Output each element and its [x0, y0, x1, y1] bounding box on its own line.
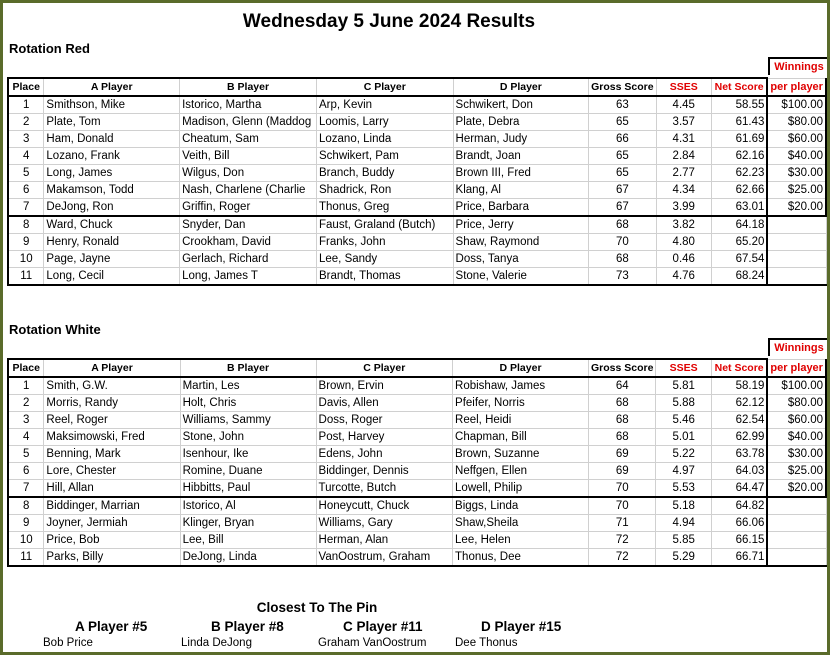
cell-c: Doss, Roger [316, 412, 453, 429]
cell-sses: 5.53 [656, 480, 711, 498]
cell-win: $30.00 [767, 446, 826, 463]
cell-c: Shadrick, Ron [317, 182, 454, 199]
cell-gross: 70 [589, 234, 656, 251]
cell-gross: 70 [589, 497, 656, 515]
cell-a: Maksimowski, Fred [44, 429, 180, 446]
cell-a: Benning, Mark [44, 446, 180, 463]
ctp-name-d: Dee Thonus [455, 637, 518, 649]
table-row [8, 182, 826, 199]
cell-a: Long, James [44, 165, 180, 182]
header-place: Place [8, 359, 44, 377]
cell-win [767, 234, 826, 251]
cell-b: Snyder, Dan [180, 216, 317, 234]
cell-net: 63.01 [711, 199, 767, 217]
table-row [8, 515, 826, 532]
cell-sses: 2.84 [656, 148, 711, 165]
cell-b: Hibbitts, Paul [180, 480, 316, 498]
table-row [8, 395, 826, 412]
cell-sses: 2.77 [656, 165, 711, 182]
cell-win: $30.00 [767, 165, 826, 182]
cell-place: 10 [8, 532, 44, 549]
ctp-name-b: Linda DeJong [181, 637, 252, 649]
cell-sses: 5.29 [656, 549, 711, 567]
cell-c: Honeycutt, Chuck [316, 497, 453, 515]
cell-b: Long, James T [180, 268, 317, 286]
cell-a: Long, Cecil [44, 268, 180, 286]
table-row [8, 446, 826, 463]
cell-a: DeJong, Ron [44, 199, 180, 217]
cell-a: Price, Bob [44, 532, 180, 549]
cell-c: Brandt, Thomas [317, 268, 454, 286]
table-row [8, 251, 826, 268]
cell-net: 58.19 [711, 377, 767, 395]
cell-win [767, 216, 826, 234]
cell-c: Schwikert, Pam [317, 148, 454, 165]
cell-net: 65.20 [711, 234, 767, 251]
cell-win: $80.00 [767, 395, 826, 412]
cell-c: Loomis, Larry [317, 114, 454, 131]
cell-place: 1 [8, 377, 44, 395]
winnings-header-red [768, 57, 830, 75]
cell-sses: 5.81 [656, 377, 711, 395]
cell-sses: 3.57 [656, 114, 711, 131]
cell-net: 62.12 [711, 395, 767, 412]
cell-gross: 68 [589, 251, 656, 268]
cell-place: 4 [8, 148, 44, 165]
ctp-label-b: B Player #8 [211, 619, 284, 634]
cell-b: Martin, Les [180, 377, 316, 395]
cell-gross: 65 [589, 165, 656, 182]
cell-c: Biddinger, Dennis [316, 463, 453, 480]
section-label-red: Rotation Red [9, 41, 90, 56]
cell-gross: 63 [589, 96, 656, 114]
cell-win [767, 497, 826, 515]
header-place: Place [8, 78, 44, 96]
cell-place: 9 [8, 234, 44, 251]
cell-gross: 65 [589, 114, 656, 131]
cell-d: Lowell, Philip [453, 480, 589, 498]
cell-place: 6 [8, 463, 44, 480]
header-sses: SSES [656, 359, 711, 377]
table-row [8, 114, 826, 131]
ctp-label-d: D Player #15 [481, 619, 562, 634]
cell-d: Lee, Helen [453, 532, 589, 549]
page-title: Wednesday 5 June 2024 Results [242, 11, 536, 32]
cell-gross: 68 [589, 412, 656, 429]
cell-sses: 4.34 [656, 182, 711, 199]
cell-place: 2 [8, 114, 44, 131]
cell-gross: 72 [589, 549, 656, 567]
cell-gross: 64 [589, 377, 656, 395]
cell-a: Plate, Tom [44, 114, 180, 131]
cell-c: Branch, Buddy [317, 165, 454, 182]
cell-a: Joyner, Jermiah [44, 515, 180, 532]
ctp-name-a: Bob Price [43, 637, 93, 649]
cell-net: 66.71 [711, 549, 767, 567]
table-row [8, 96, 826, 114]
cell-d: Reel, Heidi [453, 412, 589, 429]
header-d: D Player [453, 78, 589, 96]
cell-sses: 5.85 [656, 532, 711, 549]
header-d: D Player [453, 359, 589, 377]
cell-gross: 68 [589, 395, 656, 412]
cell-a: Henry, Ronald [44, 234, 180, 251]
cell-net: 58.55 [711, 96, 767, 114]
cell-gross: 70 [589, 480, 656, 498]
cell-win: $40.00 [767, 148, 826, 165]
header-b: B Player [180, 359, 316, 377]
cell-place: 4 [8, 429, 44, 446]
cell-place: 11 [8, 549, 44, 567]
ctp-label-c: C Player #11 [343, 619, 423, 634]
cell-net: 64.18 [711, 216, 767, 234]
cell-gross: 67 [589, 199, 656, 217]
cell-a: Biddinger, Marrian [44, 497, 180, 515]
cell-b: Griffin, Roger [180, 199, 317, 217]
cell-sses: 4.76 [656, 268, 711, 286]
cell-b: Williams, Sammy [180, 412, 316, 429]
cell-gross: 66 [589, 131, 656, 148]
cell-c: Edens, John [316, 446, 453, 463]
table-row [8, 199, 826, 217]
table-row [8, 165, 826, 182]
cell-c: VanOostrum, Graham [316, 549, 453, 567]
cell-b: Stone, John [180, 429, 316, 446]
cell-net: 64.82 [711, 497, 767, 515]
cell-net: 62.66 [711, 182, 767, 199]
results-table-red [7, 77, 827, 286]
table-row [8, 549, 826, 567]
cell-b: Lee, Bill [180, 532, 316, 549]
section-label-white: Rotation White [9, 322, 101, 337]
cell-b: Romine, Duane [180, 463, 316, 480]
cell-d: Robishaw, James [453, 377, 589, 395]
cell-net: 63.78 [711, 446, 767, 463]
cell-c: Turcotte, Butch [316, 480, 453, 498]
cell-b: Isenhour, Ike [180, 446, 316, 463]
cell-sses: 4.97 [656, 463, 711, 480]
header-gross: Gross Score [589, 78, 656, 96]
cell-d: Biggs, Linda [453, 497, 589, 515]
header-a: A Player [44, 78, 180, 96]
cell-b: Istorico, Martha [180, 96, 317, 114]
cell-net: 62.99 [711, 429, 767, 446]
cell-net: 67.54 [711, 251, 767, 268]
cell-net: 68.24 [711, 268, 767, 286]
table-row [8, 131, 826, 148]
cell-a: Page, Jayne [44, 251, 180, 268]
cell-d: Shaw,Sheila [453, 515, 589, 532]
cell-sses: 5.18 [656, 497, 711, 515]
header-winnings-line2: per player [767, 359, 826, 377]
cell-b: Istorico, Al [180, 497, 316, 515]
cell-win [767, 532, 826, 549]
cell-sses: 3.82 [656, 216, 711, 234]
table-row [8, 234, 826, 251]
cell-d: Plate, Debra [453, 114, 589, 131]
cell-place: 5 [8, 446, 44, 463]
cell-win: $100.00 [767, 377, 826, 395]
cell-win: $25.00 [767, 182, 826, 199]
header-net: Net Score [711, 78, 767, 96]
cell-sses: 4.45 [656, 96, 711, 114]
cell-d: Pfeifer, Norris [453, 395, 589, 412]
cell-place: 10 [8, 251, 44, 268]
cell-gross: 69 [589, 463, 656, 480]
cell-c: Davis, Allen [316, 395, 453, 412]
cell-b: Klinger, Bryan [180, 515, 316, 532]
cell-a: Lore, Chester [44, 463, 180, 480]
cell-place: 8 [8, 497, 44, 515]
header-c: C Player [316, 359, 453, 377]
results-table-white [7, 358, 827, 567]
header-a: A Player [44, 359, 180, 377]
header-b: B Player [180, 78, 317, 96]
winnings-header-white [768, 338, 830, 356]
cell-place: 7 [8, 480, 44, 498]
cell-win: $20.00 [767, 199, 826, 217]
cell-net: 61.69 [711, 131, 767, 148]
cell-c: Faust, Graland (Butch) [317, 216, 454, 234]
cell-win: $20.00 [767, 480, 826, 498]
cell-place: 3 [8, 412, 44, 429]
cell-win [767, 549, 826, 567]
table-row [8, 412, 826, 429]
cell-gross: 65 [589, 148, 656, 165]
cell-b: Wilgus, Don [180, 165, 317, 182]
ctp-label-a: A Player #5 [75, 619, 148, 634]
table-row [8, 377, 826, 395]
ctp-name-c: Graham VanOostrum [318, 637, 427, 649]
cell-b: Madison, Glenn (Maddog [180, 114, 317, 131]
table-row [8, 480, 826, 498]
cell-win: $80.00 [767, 114, 826, 131]
cell-d: Schwikert, Don [453, 96, 589, 114]
table-row [8, 463, 826, 480]
closest-to-pin-title: Closest To The Pin [256, 600, 378, 615]
cell-place: 11 [8, 268, 44, 286]
cell-net: 62.16 [711, 148, 767, 165]
cell-b: Holt, Chris [180, 395, 316, 412]
cell-gross: 72 [589, 532, 656, 549]
cell-c: Brown, Ervin [316, 377, 453, 395]
cell-sses: 3.99 [656, 199, 711, 217]
cell-c: Thonus, Greg [317, 199, 454, 217]
cell-d: Neffgen, Ellen [453, 463, 589, 480]
cell-a: Ham, Donald [44, 131, 180, 148]
cell-b: Veith, Bill [180, 148, 317, 165]
cell-net: 62.54 [711, 412, 767, 429]
cell-a: Makamson, Todd [44, 182, 180, 199]
cell-win [767, 515, 826, 532]
cell-win: $60.00 [767, 412, 826, 429]
cell-c: Franks, John [317, 234, 454, 251]
cell-net: 66.06 [711, 515, 767, 532]
winnings-header-line1: Winnings [774, 61, 824, 73]
cell-c: Herman, Alan [316, 532, 453, 549]
cell-d: Herman, Judy [453, 131, 589, 148]
cell-win: $25.00 [767, 463, 826, 480]
cell-net: 62.23 [711, 165, 767, 182]
cell-a: Ward, Chuck [44, 216, 180, 234]
cell-place: 1 [8, 96, 44, 114]
cell-a: Smithson, Mike [44, 96, 180, 114]
cell-win: $60.00 [767, 131, 826, 148]
cell-gross: 73 [589, 268, 656, 286]
cell-win [767, 251, 826, 268]
winnings-header-line1: Winnings [774, 342, 824, 354]
cell-c: Arp, Kevin [317, 96, 454, 114]
cell-gross: 67 [589, 182, 656, 199]
cell-a: Parks, Billy [44, 549, 180, 567]
cell-net: 66.15 [711, 532, 767, 549]
cell-d: Brown III, Fred [453, 165, 589, 182]
cell-place: 9 [8, 515, 44, 532]
table-row [8, 268, 826, 286]
cell-gross: 68 [589, 429, 656, 446]
cell-sses: 4.94 [656, 515, 711, 532]
header-c: C Player [317, 78, 454, 96]
cell-c: Post, Harvey [316, 429, 453, 446]
cell-place: 5 [8, 165, 44, 182]
cell-c: Lozano, Linda [317, 131, 454, 148]
table-row [8, 532, 826, 549]
cell-d: Price, Jerry [453, 216, 589, 234]
cell-b: DeJong, Linda [180, 549, 316, 567]
cell-place: 2 [8, 395, 44, 412]
cell-sses: 0.46 [656, 251, 711, 268]
table-row [8, 216, 826, 234]
cell-a: Reel, Roger [44, 412, 180, 429]
cell-place: 7 [8, 199, 44, 217]
cell-d: Brown, Suzanne [453, 446, 589, 463]
header-gross: Gross Score [589, 359, 656, 377]
cell-c: Williams, Gary [316, 515, 453, 532]
cell-net: 64.03 [711, 463, 767, 480]
header-winnings-line2: per player [767, 78, 826, 96]
cell-d: Price, Barbara [453, 199, 589, 217]
cell-sses: 5.88 [656, 395, 711, 412]
cell-a: Morris, Randy [44, 395, 180, 412]
cell-place: 6 [8, 182, 44, 199]
cell-d: Klang, Al [453, 182, 589, 199]
table-row [8, 429, 826, 446]
cell-d: Thonus, Dee [453, 549, 589, 567]
cell-c: Lee, Sandy [317, 251, 454, 268]
cell-a: Smith, G.W. [44, 377, 180, 395]
cell-d: Brandt, Joan [453, 148, 589, 165]
cell-d: Chapman, Bill [453, 429, 589, 446]
cell-gross: 68 [589, 216, 656, 234]
cell-sses: 5.01 [656, 429, 711, 446]
cell-d: Doss, Tanya [453, 251, 589, 268]
cell-win: $100.00 [767, 96, 826, 114]
cell-sses: 5.46 [656, 412, 711, 429]
table-row [8, 148, 826, 165]
cell-b: Cheatum, Sam [180, 131, 317, 148]
cell-place: 8 [8, 216, 44, 234]
cell-net: 64.47 [711, 480, 767, 498]
cell-win: $40.00 [767, 429, 826, 446]
cell-a: Lozano, Frank [44, 148, 180, 165]
cell-win [767, 268, 826, 286]
cell-sses: 5.22 [656, 446, 711, 463]
cell-sses: 4.31 [656, 131, 711, 148]
table-row [8, 497, 826, 515]
cell-b: Nash, Charlene (Charlie [180, 182, 317, 199]
cell-b: Gerlach, Richard [180, 251, 317, 268]
header-net: Net Score [711, 359, 767, 377]
cell-sses: 4.80 [656, 234, 711, 251]
cell-d: Stone, Valerie [453, 268, 589, 286]
cell-place: 3 [8, 131, 44, 148]
cell-b: Crookham, David [180, 234, 317, 251]
cell-gross: 69 [589, 446, 656, 463]
header-sses: SSES [656, 78, 711, 96]
cell-gross: 71 [589, 515, 656, 532]
cell-a: Hill, Allan [44, 480, 180, 498]
cell-net: 61.43 [711, 114, 767, 131]
cell-d: Shaw, Raymond [453, 234, 589, 251]
